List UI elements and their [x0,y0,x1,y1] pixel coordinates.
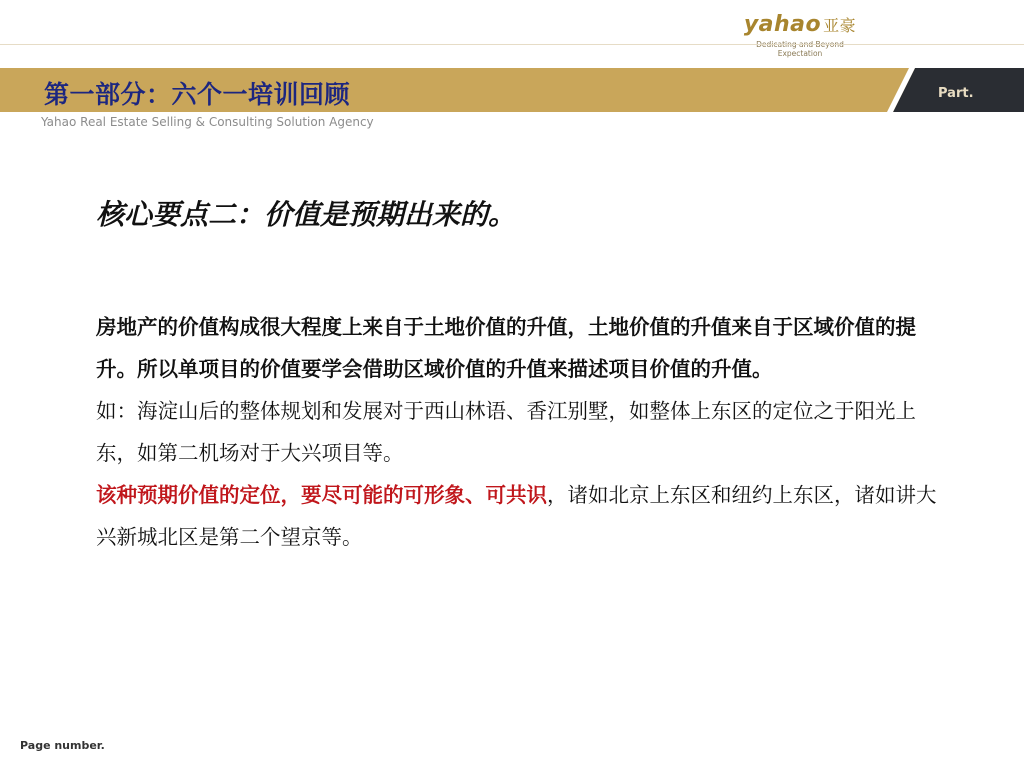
brand-logo [730,14,870,58]
logo-text: yahao [743,12,822,37]
part-label: Part. [938,86,974,101]
body-text [96,306,946,558]
emphasis-tail: ，诸如北京上东区和纽约上东区，诸如讲大兴新城北区是第二个望京等。 [96,483,937,549]
company-subtitle: Yahao Real Estate Selling & Consulting Solution Agency [41,115,374,129]
header-divider [0,44,1024,45]
section-title: 第一部分：六个一培训回顾 [44,80,351,109]
page-number: Page number. [20,739,105,752]
paragraph-emphasis [96,474,946,558]
logo-cn: 亚豪 [823,16,857,35]
logo-tagline-2: Expectation [777,49,823,58]
paragraph-main: 房地产的价值构成很大程度上来自于土地价值的升值，土地价值的升值来自于区域价值的提升。所以单项目的价值要学会借助区域价值的升值来描述项目价值的升值。 [96,315,916,381]
paragraph-example: 如：海淀山后的整体规划和发展对于西山林语、香江别墅，如整体上东区的定位之于阳光上东，如第二机场对于大兴项目等。 [96,399,916,465]
emphasis-text: 该种预期价值的定位，要尽可能的可形象、可共识 [96,483,547,507]
slide-heading: 核心要点二：价值是预期出来的。 [96,198,517,231]
